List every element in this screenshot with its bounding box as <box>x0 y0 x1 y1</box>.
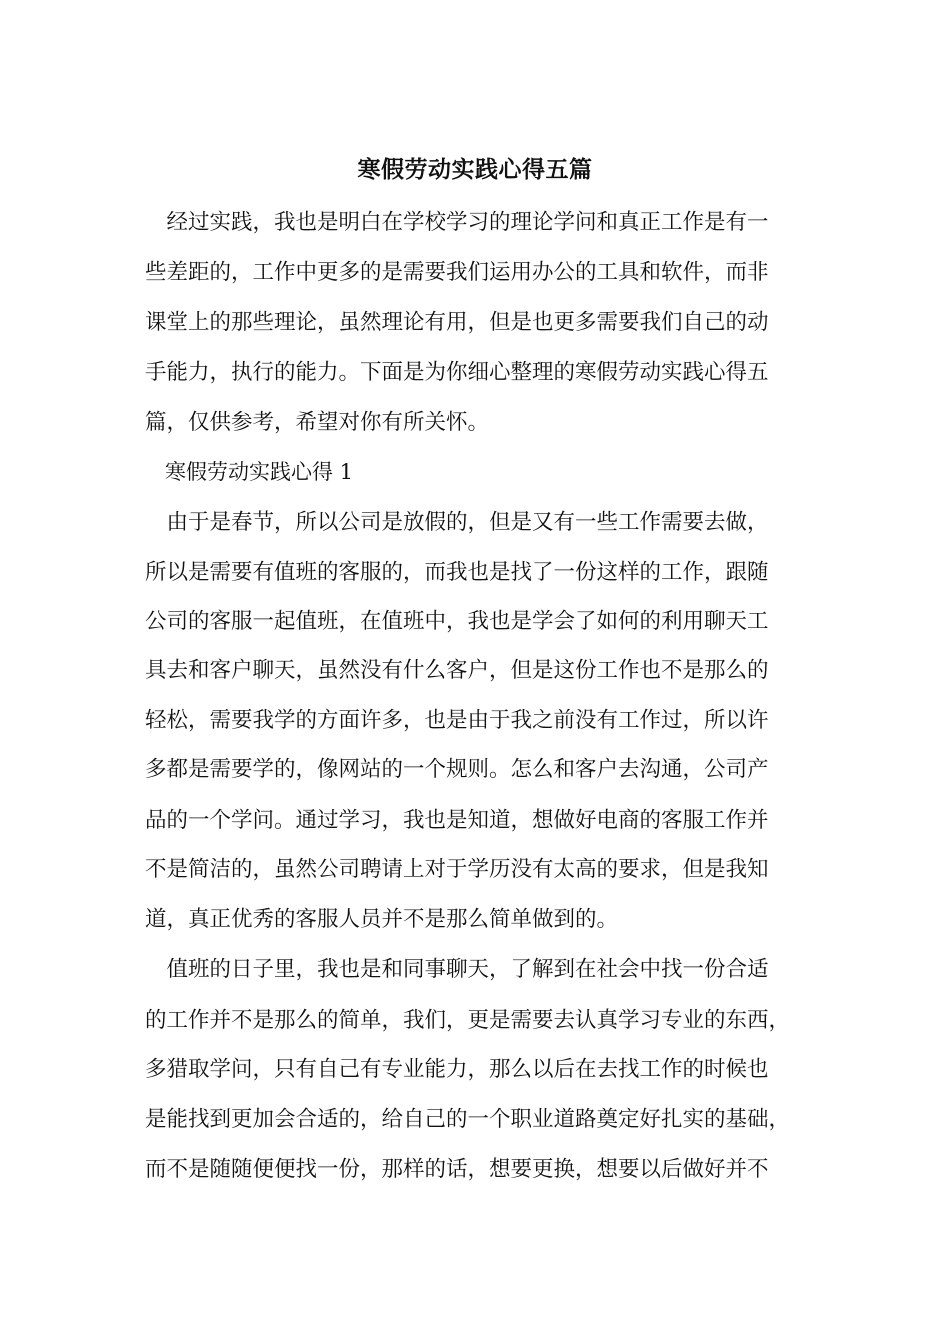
intro-line: 些差距的，工作中更多的是需要我们运用办公的工具和软件，而非 <box>145 260 769 285</box>
paragraph-line: 值班的日子里，我也是和同事聊天，了解到在社会中找一份合适 <box>145 957 769 982</box>
paragraph-line: 具去和客户聊天，虽然没有什么客户，但是这份工作也不是那么的 <box>145 658 769 683</box>
section-heading: 寒假劳动实践心得 1 <box>165 460 354 484</box>
paragraph-line: 所以是需要有值班的客服的，而我也是找了一份这样的工作，跟随 <box>145 560 769 585</box>
intro-line: 手能力，执行的能力。下面是为你细心整理的寒假劳动实践心得五 <box>145 360 769 385</box>
paragraph-line: 的工作并不是那么的简单，我们，更是需要去认真学习专业的东西， <box>145 1008 791 1033</box>
intro-line: 篇，仅供参考，希望对你有所关怀。 <box>145 410 490 435</box>
paragraph-line: 不是简洁的，虽然公司聘请上对于学历没有太高的要求，但是我知 <box>145 857 769 882</box>
paragraph-line: 多都是需要学的，像网站的一个规则。怎么和客户去沟通，公司产 <box>145 757 769 782</box>
paragraph-line: 公司的客服一起值班，在值班中，我也是学会了如何的利用聊天工 <box>145 609 769 634</box>
paragraph-line: 品的一个学问。通过学习，我也是知道，想做好电商的客服工作并 <box>145 808 769 833</box>
paragraph-line: 多猎取学问，只有自己有专业能力，那么以后在去找工作的时候也 <box>145 1057 769 1082</box>
paragraph-line: 而不是随随便便找一份，那样的话，想要更换，想要以后做好并不 <box>145 1157 769 1182</box>
intro-line: 经过实践，我也是明白在学校学习的理论学问和真正工作是有一 <box>145 210 769 235</box>
paragraph-line: 道，真正优秀的客服人员并不是那么简单做到的。 <box>145 907 619 932</box>
intro-line: 课堂上的那些理论，虽然理论有用，但是也更多需要我们自己的动 <box>145 310 769 335</box>
paragraph-line: 由于是春节，所以公司是放假的，但是又有一些工作需要去做， <box>145 510 769 535</box>
document-title: 寒假劳动实践心得五篇 <box>357 156 593 183</box>
paragraph-line: 是能找到更加会合适的，给自己的一个职业道路奠定好扎实的基础， <box>145 1107 791 1132</box>
paragraph-line: 轻松，需要我学的方面许多，也是由于我之前没有工作过，所以许 <box>145 708 769 733</box>
